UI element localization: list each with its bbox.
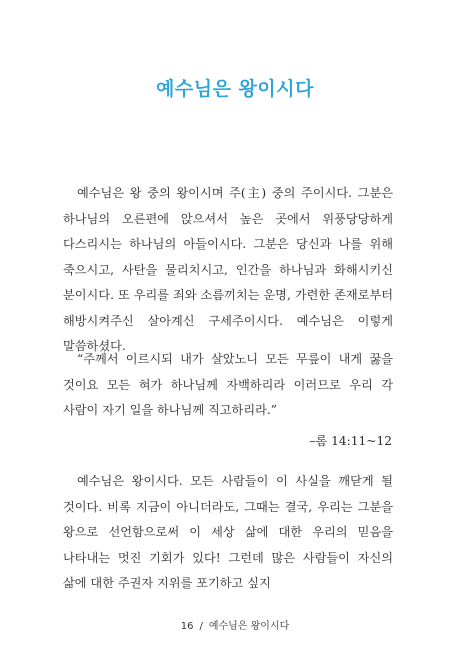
body-paragraph-1: 예수님은 왕 중의 왕이시며 주(主) 중의 주이시다. 그분은 하나님의 오른편에 앉으셔서 높은 곳에서 위풍당당하게 다스리시는 하나님의 아들이시다. 그분은 당신과 나를 위해 죽으시고, 사탄을 물리치시고, 인간을 하나님과 화해시키신 분이시다. 또 우리를 죄와 소름끼치는 운명, 가련한 존재로부터 해방시켜주신 살아계신 구세주이시다. 예수님은 이렇게 말씀하셨다. [63,186,393,353]
footer-separator: / [199,621,203,632]
scripture-quote: “주께서 이르시되 내가 살았노니 모든 무릎이 내게 꿇을 것이요 모든 혀가 하나님께 자백하리라 이러므로 우리 각 사람이 자기 일을 하나님께 직고하리라.” [63,352,393,417]
running-title: 예수님은 왕이시다 [208,621,290,632]
body-paragraph-2: 예수님은 왕이시다. 모든 사람들이 이 사실을 깨닫게 될 것이다. 비록 지금이 아니더라도, 그때는 결국, 우리는 그분을 왕으로 선언함으로써 이 세상 삶에 대한 우리의 믿음을 나타내는 멋진 기회가 있다! 그런데 많은 사람들이 자신의 삶에 대한 주권자 지위를 포기하고 싶지 [63,474,393,590]
page-footer [0,617,470,632]
scripture-reference: –롬 14:11~12 [309,434,392,448]
page-title: 예수님은 왕이시다 [156,78,314,100]
page-number: 16 [180,621,194,632]
